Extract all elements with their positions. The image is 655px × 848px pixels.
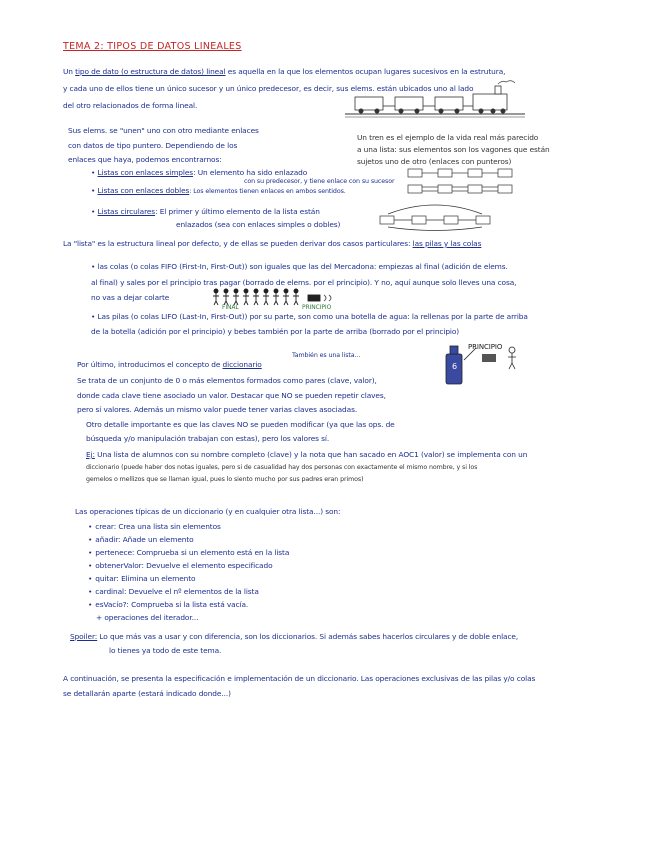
- simple-links-item: • Listas con enlaces simples: Un elemento ha sido enlazado: [91, 168, 308, 177]
- double-list-diagram: [408, 184, 518, 194]
- spoiler-text: Lo que más vas a usar y con diferencia, son los diccionarios. Si además sabes hacerlos circulares y de doble enlace,: [99, 632, 519, 641]
- intro-line-3: del otro relacionados de forma lineal.: [63, 101, 198, 110]
- train-note-2: a una lista: sus elementos son los vagones que están: [357, 145, 550, 154]
- dict-example-line-3: gemelos o mellizos que se llaman igual, pues lo siento mucho por sus padres eran primos): [86, 476, 364, 483]
- double-links-item: • Listas con enlaces dobles: Los elementos tienen enlaces en ambos sentidos.: [91, 186, 346, 195]
- circular-list-diagram: [380, 200, 490, 230]
- closing-line-1: A continuación, se presenta la especificación e implementación de un diccionario. Las operaciones exclusivas de las pilas y/o colas: [63, 674, 536, 683]
- ops-item-text: pertenece: Comprueba si un elemento está en la lista: [95, 548, 290, 557]
- dict-line-1: [77, 360, 262, 370]
- intro-line-2: y cada uno de ellos tiene un único sucesor y un único predecesor, es decir, sus elems. están ubicados uno al lado: [63, 84, 474, 93]
- ops-item-text: quitar: Elimina un elemento: [95, 574, 196, 583]
- queue-line-2: al final) y sales por el principio tras pagar (borrado de elems. por el principio). Y no, aquí aunque solo lleves una cosa,: [91, 278, 517, 287]
- dict-line-2: Se trata de un conjunto de 0 o más elementos formados como pares (clave, valor),: [77, 376, 377, 385]
- ops-item: [88, 535, 194, 545]
- intro-text: Un: [63, 67, 73, 76]
- circular-links-item: • Listas circulares: El primer y último elemento de la lista están: [91, 207, 320, 216]
- links-line-1: Sus elems. se "unen" uno con otro mediante enlaces: [68, 126, 259, 135]
- simple-list-diagram: [408, 168, 518, 178]
- simple-links-term: Listas con enlaces simples: [97, 168, 194, 177]
- dict-line-6: búsqueda y/o manipulación trabajan con estas), pero los valores sí.: [86, 434, 330, 443]
- ops-item: [88, 574, 195, 584]
- simple-links-desc-2: con su predecesor, y tiene enlace con su sucesor: [244, 178, 395, 185]
- spoiler-label: Spoiler:: [70, 632, 98, 641]
- dict-side-note: También es una lista...: [292, 352, 361, 359]
- dict-example-label: Ej:: [86, 450, 95, 459]
- ops-item: [88, 600, 248, 610]
- queue-final-label: FINAL: [222, 304, 239, 311]
- ops-item-text: crear: Crea una lista sin elementos: [95, 522, 221, 531]
- dict-example-text: Una lista de alumnos con su nombre completo (clave) y la nota que han sacado en AOC1 (valor) se implementa con un: [97, 450, 528, 459]
- links-line-3: enlaces que haya, podemos encontrarnos:: [68, 155, 222, 164]
- ops-item-text: esVacío?: Comprueba si la lista está vacía.: [95, 600, 249, 609]
- dict-example-line-2: diccionario (puede haber dos notas iguales, pero si de casualidad hay dos personas con exactamente el mismo nombre, y si los: [86, 464, 478, 471]
- ops-more: + operaciones del iterador...: [96, 613, 199, 622]
- simple-links-desc: : Un elemento ha sido enlazado: [193, 168, 308, 177]
- intro-text-cont: es aquella en la que los elementos ocupan lugares sucesivos en la estrutura,: [227, 67, 506, 76]
- queues-intro-term: las pilas y las colas: [412, 239, 482, 248]
- links-line-2: con datos de tipo puntero. Dependiendo de los: [68, 141, 238, 150]
- queue-line-3: no vas a dejar colarte: [91, 293, 170, 302]
- train-note-3: sujetos uno de otro (enlaces con punteros): [357, 157, 512, 166]
- circular-links-term: Listas circulares: [97, 207, 156, 216]
- stack-line-2: de la botella (adición por el principio) y bebes también por la parte de arriba (borrado por el principio): [91, 327, 460, 336]
- ops-item: [88, 561, 273, 571]
- dict-line-5: Otro detalle importante es que las claves NO se pueden modificar (ya que las ops. de: [86, 420, 395, 429]
- dict-intro-text: Por último, introducimos el concepto de: [77, 360, 221, 369]
- dict-term: diccionario: [222, 360, 262, 369]
- double-links-term: Listas con enlaces dobles: [97, 186, 190, 195]
- queue-line-1: • las colas (o colas FIFO (First-In, First-Out)) son iguales que las del Mercadona: empiezas al final (adición de elems.: [91, 262, 508, 271]
- circular-links-desc: : El primer y último elemento de la lista están: [155, 207, 320, 216]
- circular-links-desc-2: enlazados (sea con enlaces simples o dobles): [176, 220, 341, 229]
- double-links-desc: : Los elementos tienen enlaces en ambos sentidos.: [189, 188, 346, 195]
- dict-line-3: donde cada clave tiene asociado un valor. Destacar que NO se pueden repetir claves,: [77, 391, 386, 400]
- queues-intro: [63, 239, 481, 249]
- ops-item-text: obtenerValor: Devuelve el elemento especificado: [95, 561, 273, 570]
- ops-item: [88, 522, 221, 532]
- stack-principio-label: PRINCIPIO: [468, 343, 503, 351]
- train-illustration: [345, 80, 530, 120]
- spoiler-line-2: lo tienes ya todo de este tema.: [109, 646, 222, 655]
- ops-item-text: cardinal: Devuelve el nº elementos de la lista: [95, 587, 259, 596]
- spoiler-line-1: [70, 632, 518, 642]
- queue-principio-label: PRINCIPIO: [302, 304, 332, 311]
- closing-line-2: se detallarán aparte (estará indicado donde...): [63, 689, 231, 698]
- ops-intro: Las operaciones típicas de un diccionario (y en cualquier otra lista...) son:: [75, 507, 341, 516]
- intro-line-1: [63, 67, 505, 77]
- page-title: TEMA 2: TIPOS DE DATOS LINEALES: [63, 41, 242, 52]
- ops-item-text: añadir: Añade un elemento: [95, 535, 194, 544]
- queues-intro-text: La "lista" es la estructura lineal por defecto, y de ellas se pueden derivar dos casos particulares:: [63, 239, 411, 248]
- ops-item: [88, 587, 259, 597]
- bottle-number: 6: [452, 362, 457, 371]
- dict-example-line-1: [86, 450, 527, 460]
- train-note-1: Un tren es el ejemplo de la vida real más parecido: [357, 133, 539, 142]
- ops-item: [88, 548, 289, 558]
- stack-line-1: • Las pilas (o colas LIFO (Last-In, First-Out)) por su parte, son como una botella de agua: la rellenas por la parte de arriba: [91, 312, 528, 321]
- dict-line-4: pero sí valores. Además un mismo valor puede tener varias claves asociadas.: [77, 405, 358, 414]
- intro-term: tipo de dato (o estructura de datos) lineal: [75, 67, 226, 76]
